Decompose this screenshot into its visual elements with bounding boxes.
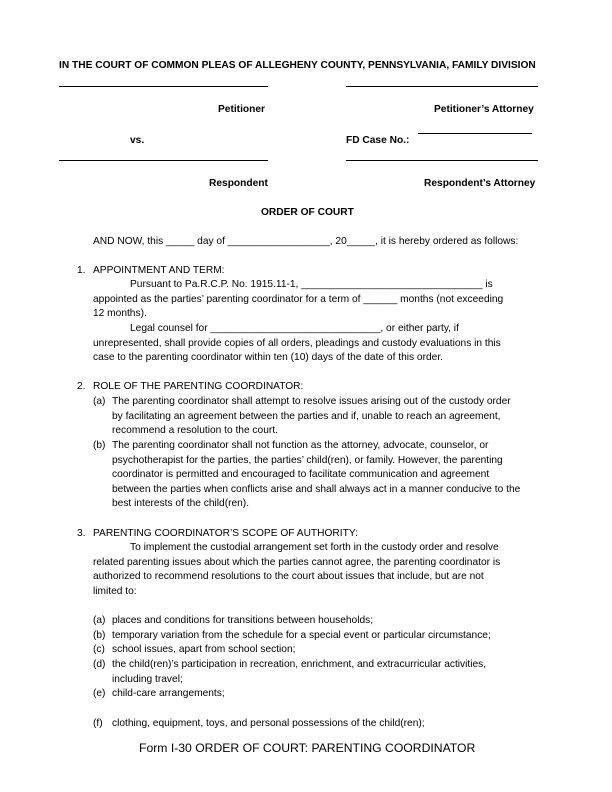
section3-item-line: school issues, apart from school section; [112,644,296,655]
section3-item-line: places and conditions for transitions between households; [112,615,374,626]
section3-item-label: (b) [93,630,106,641]
section3-intro-line: limited to: [93,586,137,597]
section3-item-line: clothing, equipment, toys, and personal possessions of the child(ren); [112,718,425,729]
section3-item-line: including travel; [112,674,183,685]
fd-case-line [418,133,532,134]
section2-item-label: (b) [93,440,106,451]
section2-item-line: coordinator is permitted and encouraged to facilitate communication and agreement [112,469,490,480]
form-footer: Form I-30 ORDER OF COURT: PARENTING COORDINATOR [139,741,476,755]
section1-line: unrepresented, shall provide copies of all orders, pleadings and custody evaluations in this [93,338,501,349]
section1-line: Legal counsel for ______________________________, or either party, if [130,323,459,334]
section3-item-label: (d) [93,659,106,670]
section1-number: 1. [77,265,86,276]
petitioner-attorney-label: Petitioner’s Attorney [434,104,534,115]
petitioner-label: Petitioner [218,104,265,115]
section1-line: Pursuant to Pa.R.C.P. No. 1915.11-1, ________________________________ is [130,279,493,290]
and-now-line: AND NOW, this _____ day of __________________, 20_____, it is hereby ordered as follows: [93,236,519,247]
section3-intro-line: authorized to recommend resolutions to the court about issues that include, but are not [93,571,484,582]
section1-title: APPOINTMENT AND TERM: [93,265,225,276]
section2-item-line: The parenting coordinator shall not function as the attorney, advocate, counselor, or [112,440,489,451]
section3-item-line: temporary variation from the schedule for a special event or particular circumstance; [112,630,491,641]
section3-item-line: the child(ren)’s participation in recreation, enrichment, and extracurricular activities, [112,659,487,670]
respondent-attorney-label: Respondent’s Attorney [424,178,536,189]
section3-intro-line: related parenting issues about which the parties cannot agree, the parenting coordinator is [93,557,501,568]
versus-label: vs. [130,135,145,146]
section2-item-line: The parenting coordinator shall attempt to resolve issues arising out of the custody order [112,396,511,407]
section3-item-line: child-care arrangements; [112,688,225,699]
section2-title: ROLE OF THE PARENTING COORDINATOR: [93,381,304,392]
section3-intro-line: To implement the custodial arrangement set forth in the custody order and resolve [130,542,499,553]
section3-number: 3. [77,528,86,539]
section3-item-label: (c) [93,644,105,655]
section1-line: appointed as the parties’ parenting coordinator for a term of ______ months (not exceeding [93,294,504,305]
section2-item-line: psychotherapist for the parties, the parties’ child(ren), or family. However, the parenting [112,455,503,466]
respondent-attorney-line [346,160,538,161]
section3-item-label: (f) [93,718,103,729]
fd-case-label: FD Case No.: [346,135,410,146]
section3-title: PARENTING COORDINATOR’S SCOPE OF AUTHORITY: [93,528,358,539]
section1-line: case to the parenting coordinator within ten (10) days of the date of this order. [93,352,443,363]
court-title: IN THE COURT OF COMMON PLEAS OF ALLEGHENY COUNTY, PENNSYLVANIA, FAMILY DIVISION [59,60,536,71]
section3-item-label: (a) [93,615,106,626]
section1-line: 12 months). [93,308,147,319]
petitioner-attorney-line [346,86,538,87]
section2-item-line: between the parties when conflicts arise and shall always act in a manner conducive to the [112,484,521,495]
section2-number: 2. [77,381,86,392]
section2-item-line: recommend a resolution to the court. [112,425,278,436]
section2-item-line: best interests of the child(ren). [112,498,250,509]
respondent-label: Respondent [209,178,268,189]
section3-item-label: (e) [93,688,106,699]
respondent-signature-line [59,160,268,161]
section2-item-label: (a) [93,396,106,407]
petitioner-signature-line [59,86,268,87]
section2-item-line: by facilitating an agreement between the parties and if, unable to reach an agreement, [112,411,501,422]
order-title: ORDER OF COURT [261,207,354,218]
